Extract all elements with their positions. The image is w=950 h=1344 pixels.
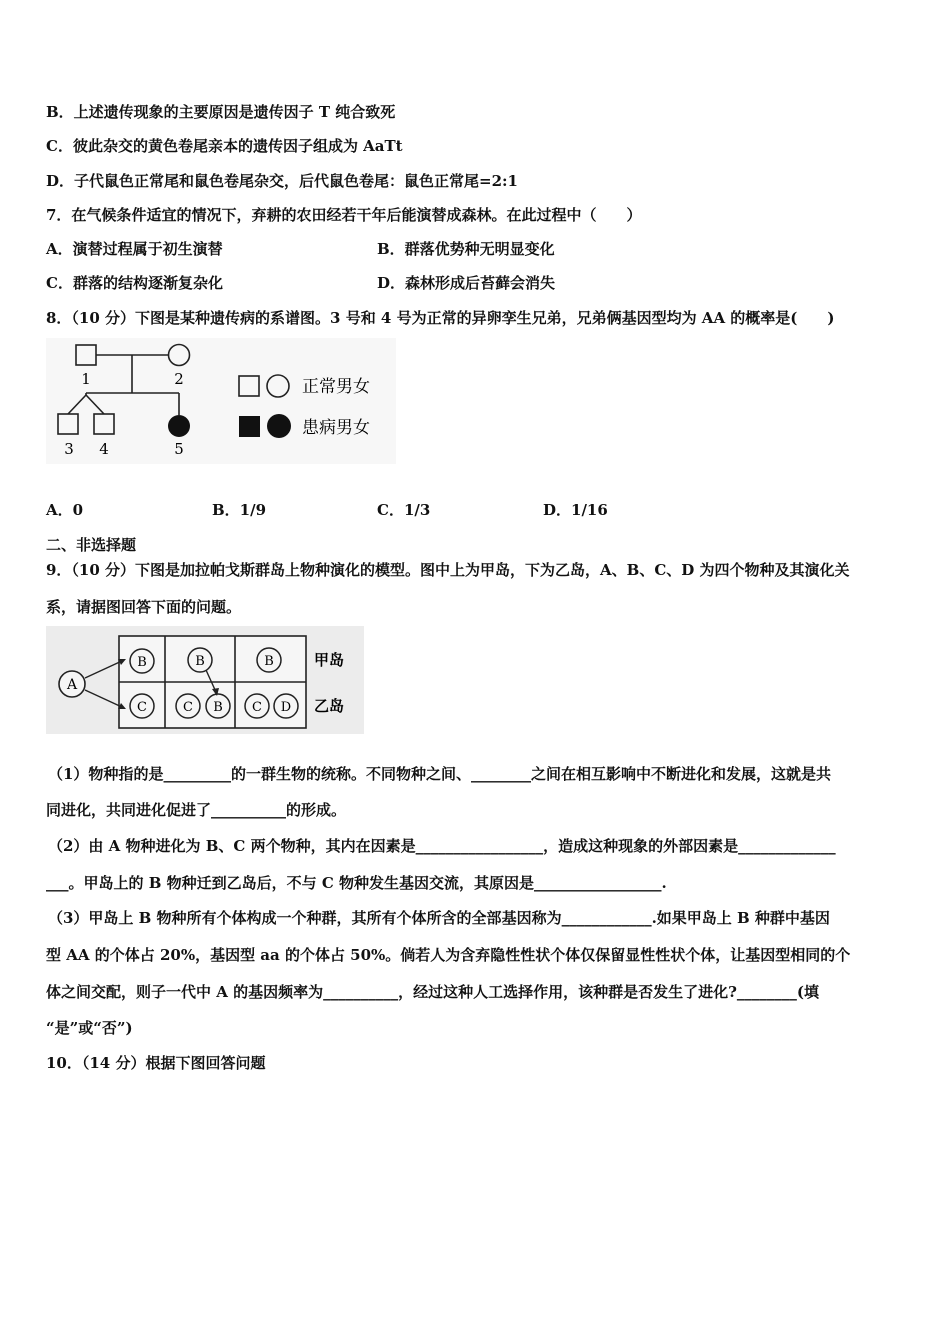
q8-option-b: B．1/9 (212, 501, 267, 519)
q10-stem: 10．（14 分）根据下图回答问题 (46, 1054, 266, 1072)
q7-option-b: B．群落优势种无明显变化 (377, 240, 555, 258)
q9-part3-line3: 体之间交配，则子一代中 A 的基因频率为__________，经过这种人工选择作用，该种群是否发生了进化?________(填 (46, 983, 819, 1001)
top-species-1-label: B (137, 655, 147, 670)
top-species-3-label: B (264, 654, 274, 669)
q9-part3-line1: （3）甲岛上 B 物种所有个体构成一个种群，其所有个体所含的全部基因称为____________.如果甲岛上 B 种群中基因 (48, 909, 830, 927)
q9-stem-line2: 系，请据图回答下面的问题。 (46, 598, 242, 616)
label-2: 2 (174, 370, 184, 388)
island-jia-label: 甲岛 (314, 651, 345, 669)
q9-part1-line2: 同进化，共同进化促进了__________的形成。 (46, 801, 347, 819)
q8-option-c: C．1/3 (377, 501, 431, 519)
island-evolution-figure (46, 626, 364, 734)
q7-option-c: C．群落的结构逐渐复杂化 (46, 274, 223, 292)
q9-part3-line4: “是”或“否”) (46, 1019, 133, 1037)
q9-part2-line2: ___。甲岛上的 B 物种迁到乙岛后，不与 C 物种发生基因交流，其原因是_________________. (46, 874, 667, 892)
species-a-label: A (66, 677, 78, 693)
legend-affected-female (267, 414, 291, 438)
label-1: 1 (81, 370, 91, 388)
q9-stem-line1: 9．（10 分）下图是加拉帕戈斯群岛上物种演化的模型。图中上为甲岛，下为乙岛，A、B、C、D 为四个物种及其演化关 (46, 561, 850, 579)
section-heading: 二、非选择题 (46, 536, 137, 554)
q8-option-a: A．0 (46, 501, 84, 519)
bottom-species-1-label: C (137, 700, 147, 715)
bottom-species-2-label: C (183, 700, 193, 715)
bottom-species-3-label: B (213, 700, 223, 715)
q6-option-d: D．子代鼠色正常尾和鼠色卷尾杂交，后代鼠色卷尾：鼠色正常尾=2:1 (46, 172, 518, 190)
q9-part1-line1: （1）物种指的是_________的一群生物的统称。不同物种之间、________之间在相互影响中不断进化和发展，这就是共 (48, 765, 831, 783)
q9-part2-line1: （2）由 A 物种进化为 B、C 两个物种，其内在因素是_________________，造成这种现象的外部因素是_____________ (48, 837, 836, 855)
bottom-species-5-label: D (280, 700, 292, 715)
island-yi-label: 乙岛 (314, 697, 345, 715)
top-species-2-label: B (195, 654, 205, 669)
q8-stem: 8．（10 分）下图是某种遗传病的系谱图。3 号和 4 号为正常的异卵孪生兄弟，兄弟俩基因型均为 AA 的概率是( ) (46, 309, 835, 327)
bottom-species-4-label: C (252, 700, 262, 715)
q6-option-c: C．彼此杂交的黄色卷尾亲本的遗传因子组成为 AaTt (46, 137, 403, 155)
individual-5 (168, 415, 190, 437)
q9-part3-line2: 型 AA 的个体占 20%，基因型 aa 的个体占 50%。倘若人为含弃隐性性状个体仅保留显性性状个体，让基因型相同的个 (46, 946, 851, 964)
q6-option-b: B．上述遗传现象的主要原因是遗传因子 T 纯合致死 (46, 103, 396, 121)
label-4: 4 (99, 440, 109, 458)
legend-affected-label: 患病男女 (302, 418, 370, 438)
legend-affected-male (239, 416, 260, 437)
label-3: 3 (64, 440, 74, 458)
q8-option-d: D．1/16 (543, 501, 608, 519)
q7-stem: 7．在气候条件适宜的情况下，弃耕的农田经若干年后能演替成森林。在此过程中（ ） (46, 206, 642, 224)
q7-option-d: D．森林形成后苔藓会消失 (377, 274, 556, 292)
legend-normal-label: 正常男女 (302, 377, 370, 397)
pedigree-figure (46, 338, 396, 464)
label-5: 5 (174, 440, 184, 458)
q7-option-a: A．演替过程属于初生演替 (46, 240, 223, 258)
